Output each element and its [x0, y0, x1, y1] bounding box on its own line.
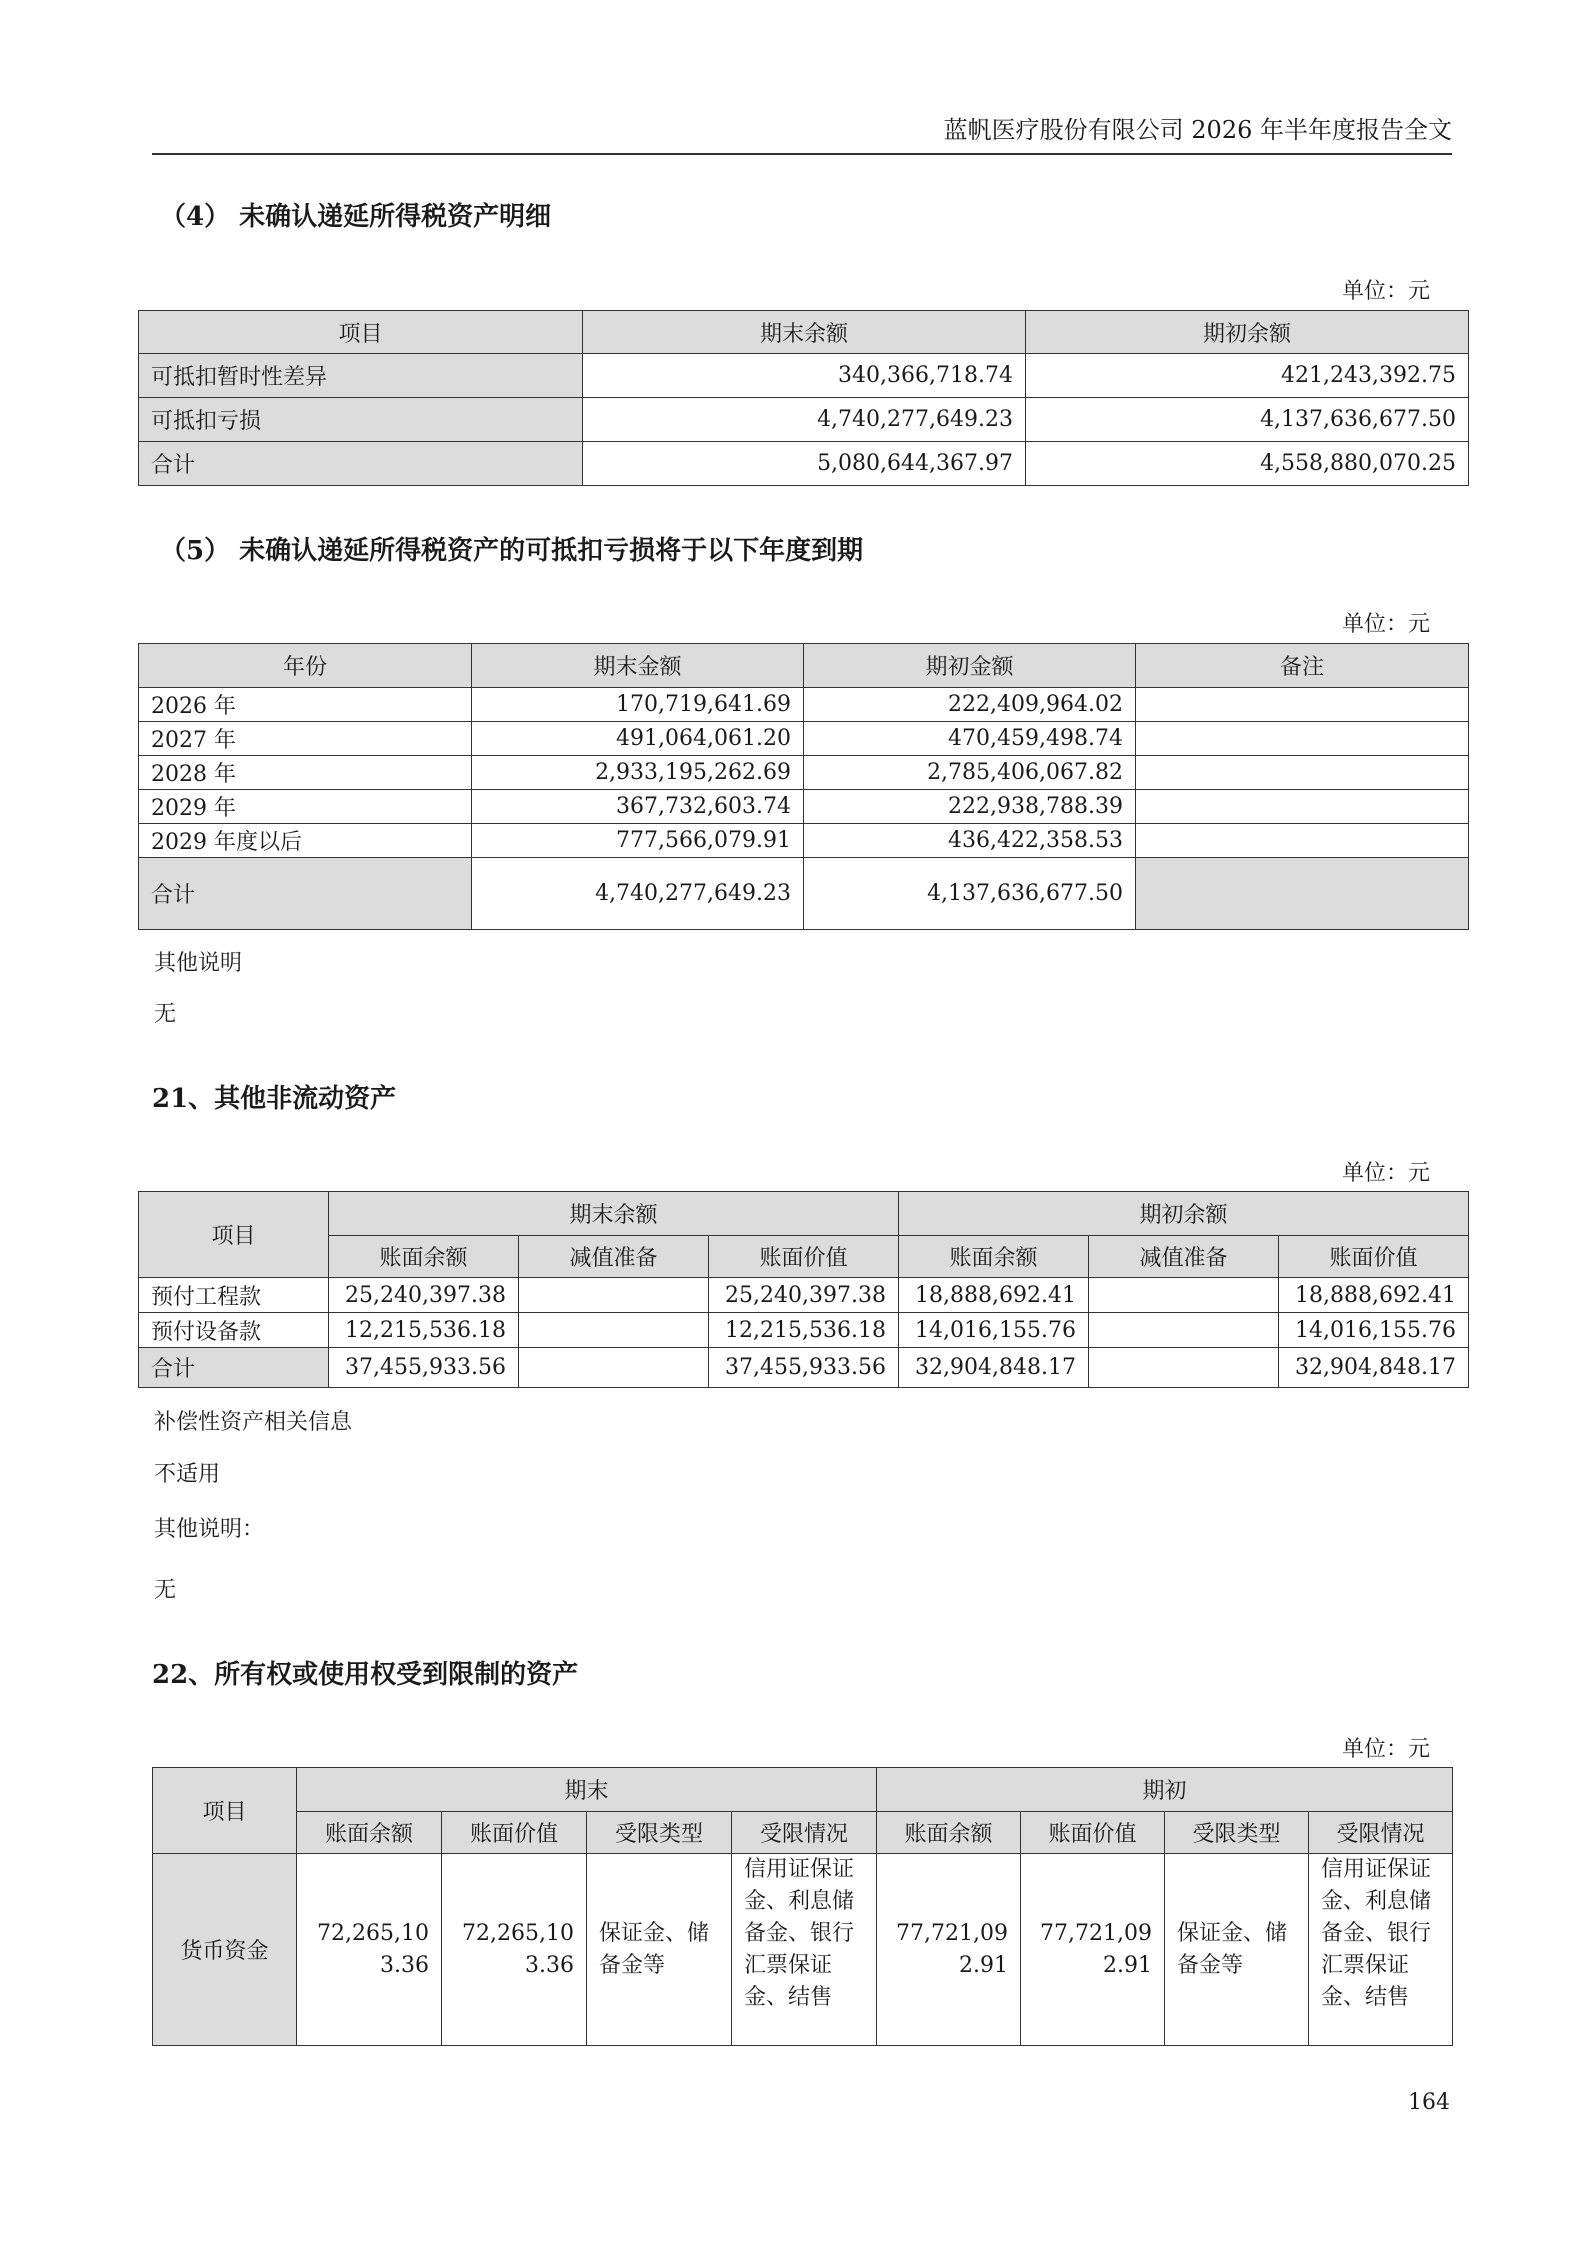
cell-begin-amount: 436,422,358.53	[804, 824, 1136, 858]
table-row	[139, 824, 1469, 858]
cell-end-amount: 777,566,079.91	[472, 824, 804, 858]
cell-end-amount: 2,933,195,262.69	[472, 756, 804, 790]
cell-end-balance: 340,366,718.74	[583, 354, 1026, 398]
cell-begin-amount: 222,409,964.02	[804, 688, 1136, 722]
section-4-heading: （4） 未确认递延所得税资产明细	[160, 202, 552, 232]
section-22-unit: 单位：元	[1341, 1737, 1430, 1762]
cell-end-book-value: 72,265,103.36	[442, 1854, 587, 2046]
table-row	[139, 756, 1469, 790]
section-21-info-value: 不适用	[154, 1462, 221, 1487]
group-header-end: 期末	[297, 1768, 877, 1812]
cell-end-balance: 4,740,277,649.23	[583, 398, 1026, 442]
table-row	[139, 688, 1469, 722]
cell	[519, 1313, 709, 1348]
cell: 14,016,155.76	[899, 1313, 1089, 1348]
cell	[519, 1278, 709, 1313]
section-4-unit: 单位：元	[1341, 279, 1430, 304]
cell-begin-amount: 2,785,406,067.82	[804, 756, 1136, 790]
table-row-total	[139, 442, 1469, 486]
subcol-begin-restriction-type: 受限类型	[1165, 1812, 1309, 1854]
col-header-begin-amount: 期初金额	[804, 644, 1136, 688]
subcol-end-book-balance: 账面余额	[329, 1236, 519, 1278]
cell: 18,888,692.41	[899, 1278, 1089, 1313]
subcol-end-book-value: 账面价值	[442, 1812, 587, 1854]
row-label: 可抵扣暂时性差异	[139, 354, 583, 398]
cell-begin-book-balance: 77,721,092.91	[877, 1854, 1021, 2046]
cell-begin-balance: 421,243,392.75	[1026, 354, 1469, 398]
subcol-begin-book-balance: 账面余额	[877, 1812, 1021, 1854]
col-header-year: 年份	[139, 644, 472, 688]
cell: 32,904,848.17	[1279, 1348, 1469, 1388]
cell-begin-balance: 4,558,880,070.25	[1026, 442, 1469, 486]
table-row	[139, 790, 1469, 824]
cell-begin-balance: 4,137,636,677.50	[1026, 398, 1469, 442]
cell-remark	[1136, 756, 1469, 790]
row-label: 2026 年	[139, 688, 472, 722]
row-label: 预付设备款	[139, 1313, 329, 1348]
cell-begin-amount: 4,137,636,677.50	[804, 858, 1136, 930]
report-header-title: 蓝帆医疗股份有限公司 2026 年半年度报告全文	[943, 116, 1452, 144]
row-label: 合计	[139, 442, 583, 486]
cell: 32,904,848.17	[899, 1348, 1089, 1388]
col-header-item: 项目	[153, 1768, 297, 1854]
group-header-end: 期末余额	[329, 1192, 899, 1236]
cell-remark	[1136, 722, 1469, 756]
table-restricted-assets	[152, 1767, 1453, 2046]
cell-end-restriction-type: 保证金、储备金等	[587, 1854, 732, 2046]
cell-end-balance: 5,080,644,367.97	[583, 442, 1026, 486]
cell-end-amount: 491,064,061.20	[472, 722, 804, 756]
table-row	[139, 398, 1469, 442]
cell: 37,455,933.56	[709, 1348, 899, 1388]
subcol-begin-book-value: 账面价值	[1279, 1236, 1469, 1278]
cell: 12,215,536.18	[329, 1313, 519, 1348]
cell: 14,016,155.76	[1279, 1313, 1469, 1348]
subcol-begin-restriction-detail: 受限情况	[1309, 1812, 1453, 1854]
cell-begin-restriction-detail: 信用证保证金、利息储备金、银行汇票保证金、结售	[1309, 1854, 1453, 2046]
cell-end-amount: 170,719,641.69	[472, 688, 804, 722]
table-loss-expiry	[138, 643, 1469, 930]
table-row	[139, 1313, 1469, 1348]
table-row	[139, 1278, 1469, 1313]
table-row	[153, 1854, 1453, 2046]
row-label: 2029 年度以后	[139, 824, 472, 858]
section-5-heading: （5） 未确认递延所得税资产的可抵扣亏损将于以下年度到期	[160, 536, 864, 566]
table-other-noncurrent-assets	[138, 1191, 1469, 1388]
cell-begin-amount: 222,938,788.39	[804, 790, 1136, 824]
cell-begin-book-value: 77,721,092.91	[1021, 1854, 1165, 2046]
col-header-end-balance: 期末余额	[583, 311, 1026, 354]
section-21-note-value: 无	[154, 1578, 177, 1603]
subcol-begin-book-value: 账面价值	[1021, 1812, 1165, 1854]
cell: 12,215,536.18	[709, 1313, 899, 1348]
group-header-begin: 期初余额	[899, 1192, 1469, 1236]
subcol-end-restriction-type: 受限类型	[587, 1812, 732, 1854]
section-21-unit: 单位：元	[1341, 1161, 1430, 1186]
row-label: 合计	[139, 858, 472, 930]
table-row	[139, 722, 1469, 756]
row-label: 预付工程款	[139, 1278, 329, 1313]
cell: 25,240,397.38	[709, 1278, 899, 1313]
table-row	[139, 354, 1469, 398]
subcol-end-book-balance: 账面余额	[297, 1812, 442, 1854]
cell	[1089, 1278, 1279, 1313]
cell-begin-amount: 470,459,498.74	[804, 722, 1136, 756]
section-5-unit: 单位：元	[1341, 612, 1430, 637]
cell-end-amount: 367,732,603.74	[472, 790, 804, 824]
col-header-item: 项目	[139, 311, 583, 354]
cell-end-amount: 4,740,277,649.23	[472, 858, 804, 930]
cell-remark	[1136, 790, 1469, 824]
table-row-total	[139, 1348, 1469, 1388]
section-22-heading: 22、所有权或使用权受到限制的资产	[152, 1660, 579, 1690]
subcol-end-impairment: 减值准备	[519, 1236, 709, 1278]
subcol-begin-book-balance: 账面余额	[899, 1236, 1089, 1278]
col-header-begin-balance: 期初余额	[1026, 311, 1469, 354]
col-header-end-amount: 期末金额	[472, 644, 804, 688]
row-label: 合计	[139, 1348, 329, 1388]
col-header-item: 项目	[139, 1192, 329, 1278]
cell-remark	[1136, 824, 1469, 858]
cell	[1089, 1313, 1279, 1348]
section-21-info-label: 补偿性资产相关信息	[154, 1410, 353, 1435]
row-label: 可抵扣亏损	[139, 398, 583, 442]
section-21-note-label: 其他说明：	[154, 1517, 265, 1542]
section-5-note-value: 无	[154, 1002, 177, 1027]
page-number: 164	[1408, 2090, 1450, 2115]
section-5-note-label: 其他说明	[154, 951, 243, 976]
row-label: 2027 年	[139, 722, 472, 756]
section-21-heading: 21、其他非流动资产	[152, 1084, 397, 1114]
cell-remark	[1136, 688, 1469, 722]
row-label: 货币资金	[153, 1854, 297, 2046]
cell-end-book-balance: 72,265,103.36	[297, 1854, 442, 2046]
cell-end-restriction-detail: 信用证保证金、利息储备金、银行汇票保证金、结售	[732, 1854, 877, 2046]
table-row-total	[139, 858, 1469, 930]
cell-remark	[1136, 858, 1469, 930]
subcol-begin-impairment: 减值准备	[1089, 1236, 1279, 1278]
subcol-end-restriction-detail: 受限情况	[732, 1812, 877, 1854]
cell: 25,240,397.38	[329, 1278, 519, 1313]
subcol-end-book-value: 账面价值	[709, 1236, 899, 1278]
cell	[1089, 1348, 1279, 1388]
table-unrecognized-dta	[138, 310, 1469, 486]
cell: 37,455,933.56	[329, 1348, 519, 1388]
row-label: 2029 年	[139, 790, 472, 824]
header-divider	[152, 153, 1452, 155]
col-header-remark: 备注	[1136, 644, 1469, 688]
cell: 18,888,692.41	[1279, 1278, 1469, 1313]
cell-begin-restriction-type: 保证金、储备金等	[1165, 1854, 1309, 2046]
group-header-begin: 期初	[877, 1768, 1453, 1812]
cell	[519, 1348, 709, 1388]
row-label: 2028 年	[139, 756, 472, 790]
